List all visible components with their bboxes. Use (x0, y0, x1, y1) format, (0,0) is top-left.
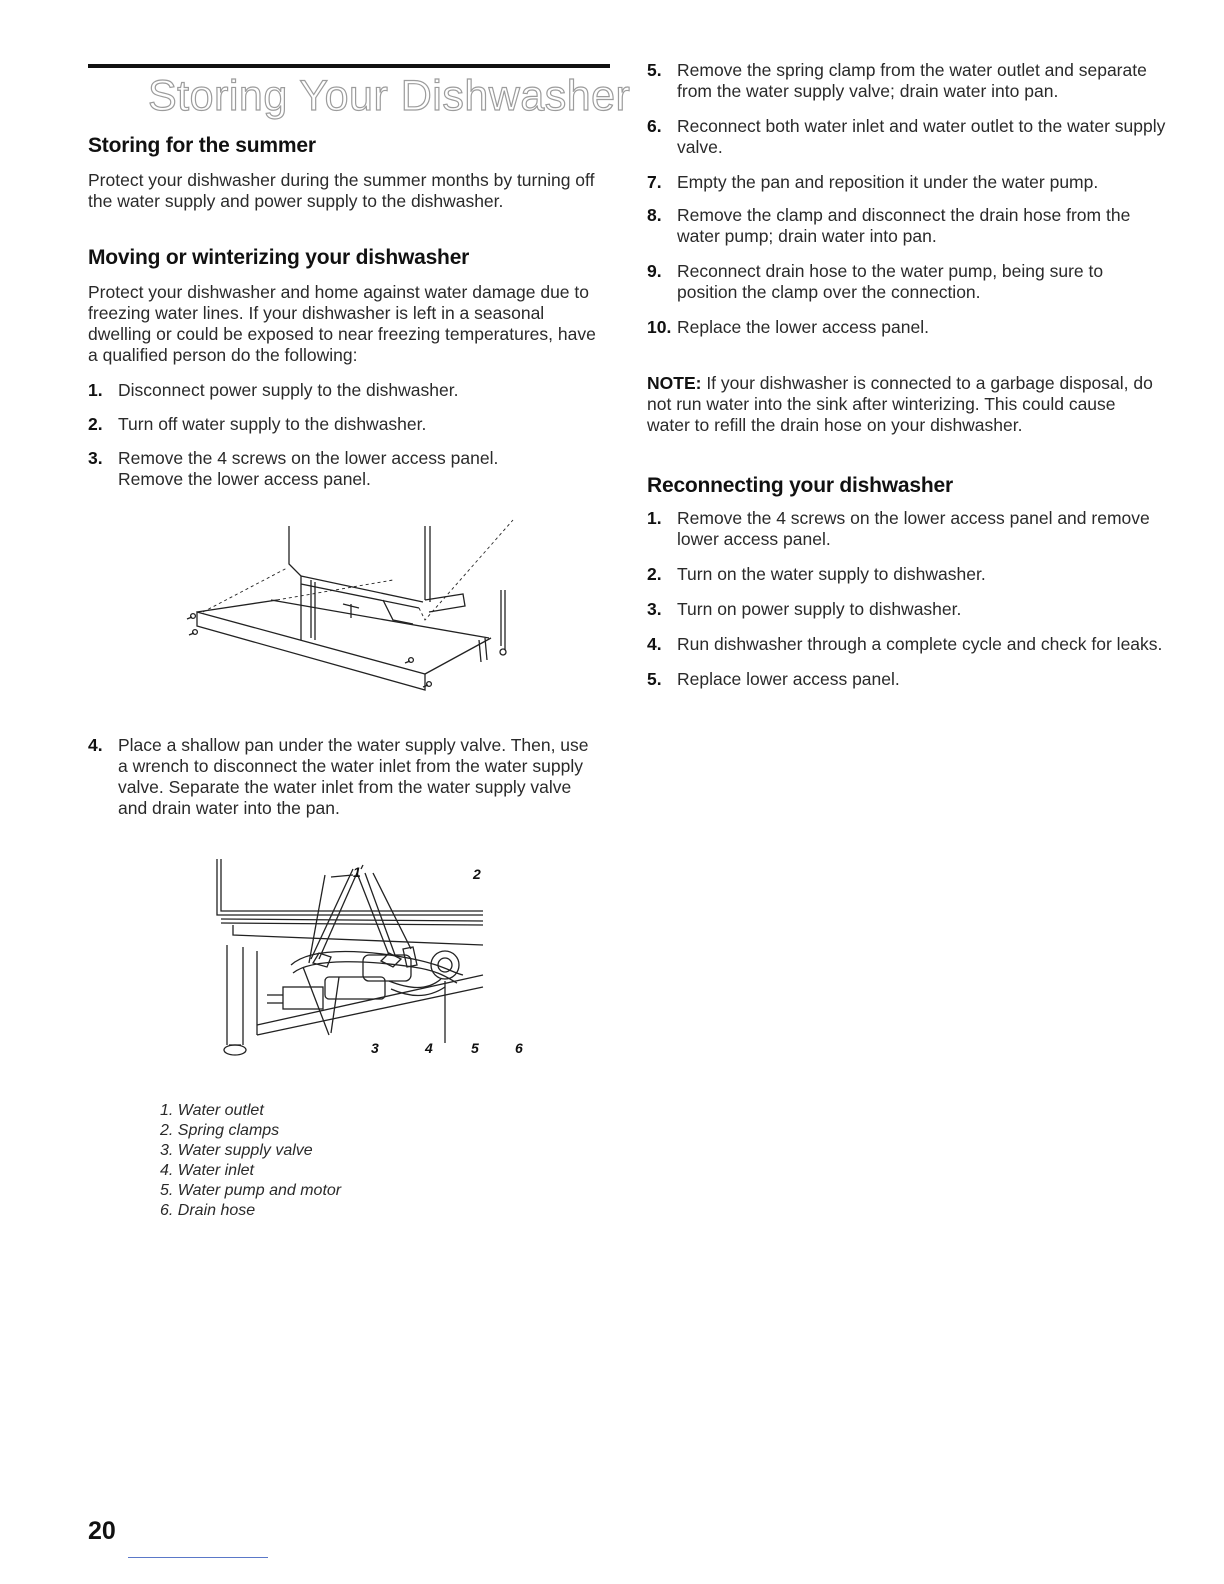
lower-access-panel-illustration (183, 520, 513, 710)
list-item: 1. Remove the 4 screws on the lower access panel and remove lower access panel. (647, 508, 1150, 549)
list-item: 7. Empty the pan and reposition it under the water pump. (647, 172, 1099, 192)
footer-underline (128, 1557, 268, 1558)
callout-2: 2 (473, 866, 481, 882)
list-item: 5. Replace lower access panel. (647, 669, 900, 689)
list-item: 2. Turn off water supply to the dishwasher. (88, 414, 427, 434)
list-item: 4. Run dishwasher through a complete cycle and check for leaks. (647, 634, 1163, 654)
diagram-legend (160, 1101, 341, 1221)
page-number: 20 (88, 1517, 116, 1545)
list-item: 9. Reconnect drain hose to the water pump, being sure to position the clamp over the connection. (647, 261, 1104, 302)
winterizing-steps-5-10 (647, 60, 1167, 338)
list-item: 1. Disconnect power supply to the dishwasher. (88, 380, 459, 400)
winterizing-step-4 (88, 735, 598, 819)
summer-heading: Storing for the summer (88, 134, 316, 157)
list-item: 10. Replace the lower access panel. (647, 317, 929, 337)
legend-item: 4. Water inlet (160, 1162, 254, 1179)
list-item: 8. Remove the clamp and disconnect the drain hose from the water pump; drain water into pan. (647, 205, 1131, 246)
summer-text: Protect your dishwasher during the summer months by turning off the water supply and power supply to the dishwasher. (88, 170, 595, 211)
winterizing-intro: Protect your dishwasher and home against water damage due to freezing water lines. If your dishwasher is left in a seasonal dwelling or could be exposed to near freezing temperatures, have a qualified person do the following: (88, 282, 596, 365)
list-item: 5. Remove the spring clamp from the water outlet and separate from the water supply valve; drain water into pan. (647, 60, 1147, 101)
winterizing-note: NOTE: If your dishwasher is connected to a garbage disposal, do not run water into the sink after winterizing. This could cause water to refill the drain hose on your dishwasher. (647, 373, 1153, 435)
callout-5: 5 (471, 1040, 479, 1056)
legend-item: 1. Water outlet (160, 1102, 264, 1119)
list-item: 4. Place a shallow pan under the water supply valve. Then, use a wrench to disconnect the water inlet from the water supply valve. Separate the water inlet from the water supply valve and drain water into the pan. (88, 735, 589, 818)
water-supply-valve-illustration (213, 855, 523, 1065)
reconnecting-steps (647, 508, 1167, 690)
reconnecting-heading: Reconnecting your dishwasher (647, 474, 953, 497)
list-item: 3. Remove the 4 screws on the lower access panel. Remove the lower access panel. (88, 448, 499, 489)
list-item: 3. Turn on power supply to dishwasher. (647, 599, 962, 619)
callout-6: 6 (515, 1040, 523, 1056)
legend-item: 6. Drain hose (160, 1202, 256, 1219)
list-item: 6. Reconnect both water inlet and water outlet to the water supply valve. (647, 116, 1166, 157)
winterizing-heading: Moving or winterizing your dishwasher (88, 246, 470, 269)
callout-4: 4 (425, 1040, 433, 1056)
header-rule (88, 64, 610, 68)
winterizing-steps-1-3 (88, 380, 588, 490)
callout-1: 1 (353, 864, 361, 880)
legend-item: 3. Water supply valve (160, 1142, 313, 1159)
callout-3: 3 (371, 1040, 379, 1056)
page-title: Storing Your Dishwasher (148, 72, 631, 120)
list-item: 2. Turn on the water supply to dishwasher. (647, 564, 986, 584)
legend-item: 2. Spring clamps (160, 1122, 280, 1139)
legend-item: 5. Water pump and motor (160, 1182, 342, 1199)
